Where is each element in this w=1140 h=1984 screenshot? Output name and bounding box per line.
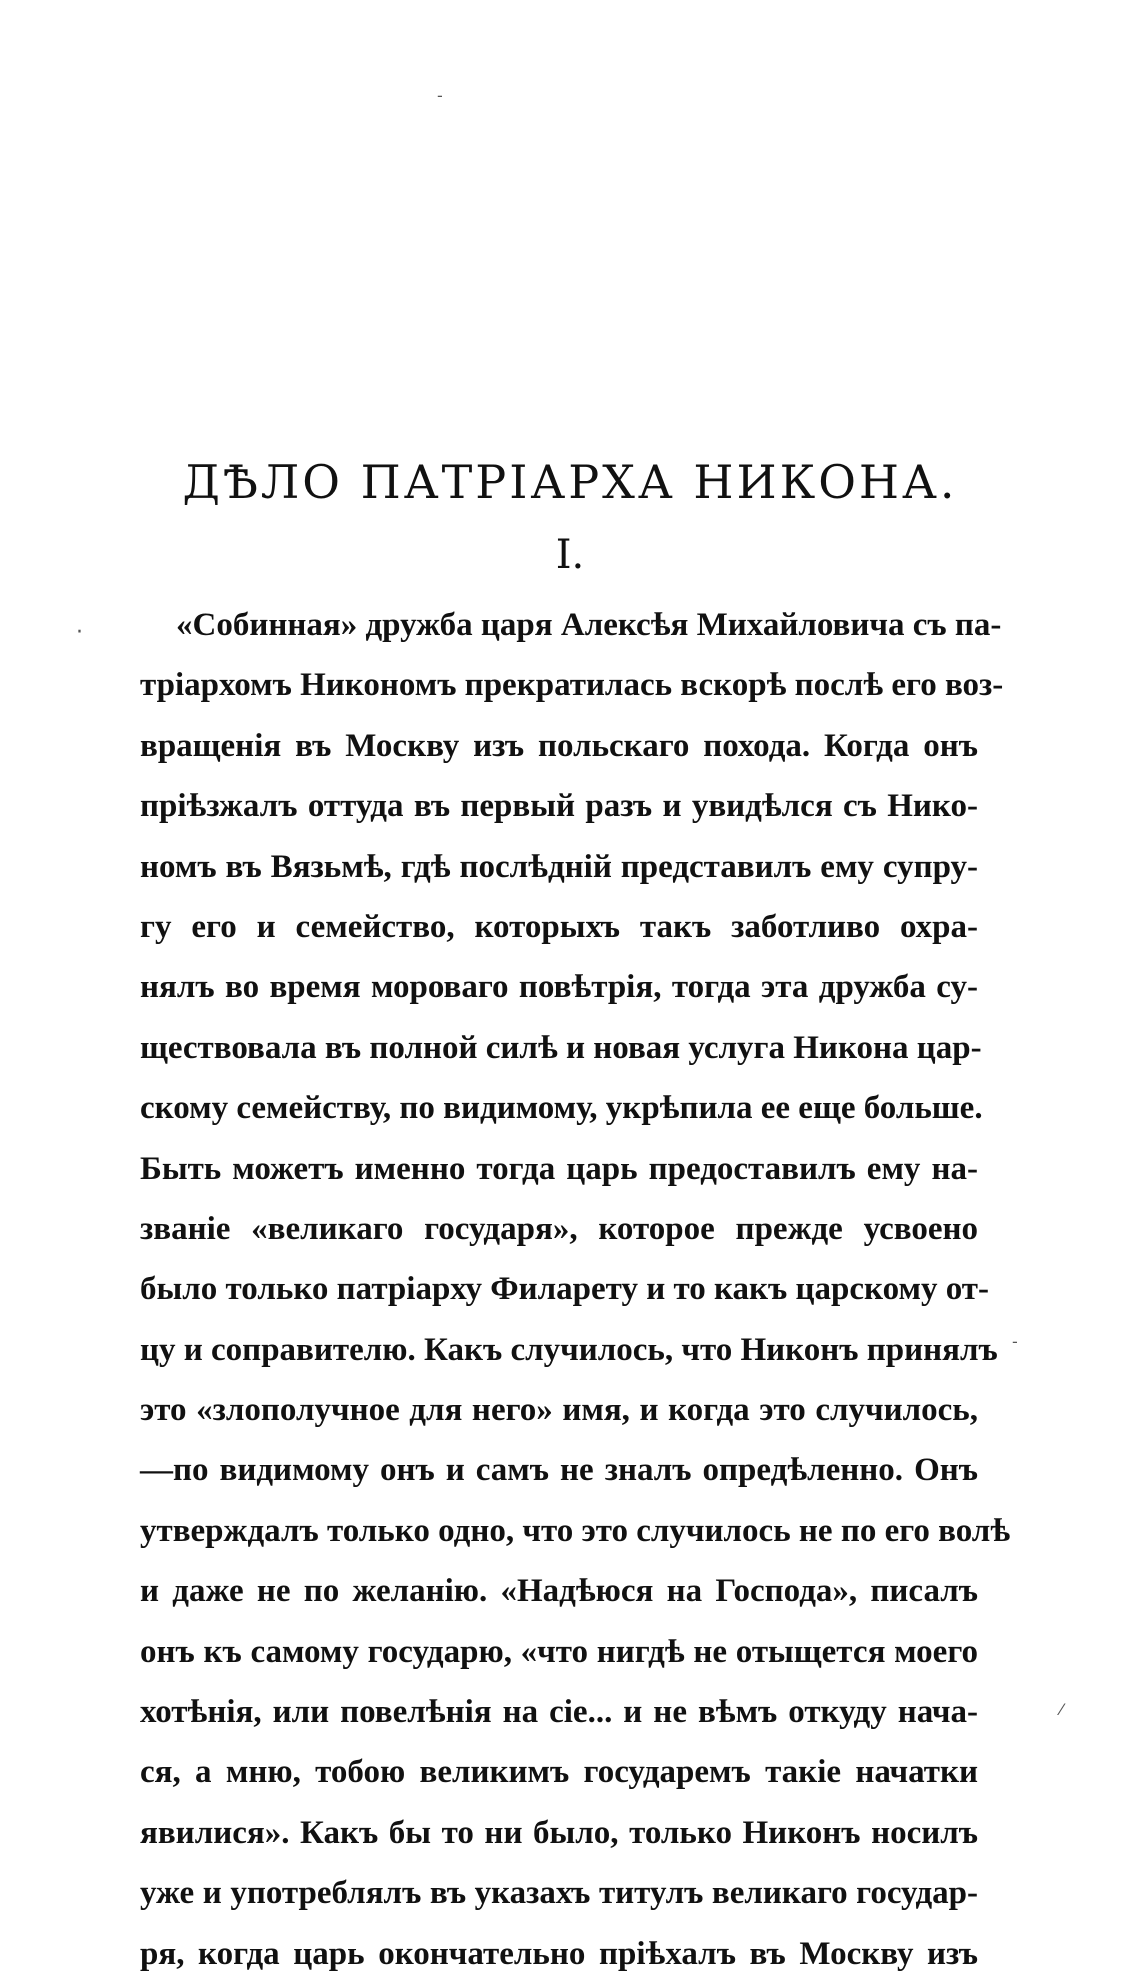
text-line: Быть можетъ именно тогда царь предоставилъ ему на- — [140, 1150, 978, 1187]
text-line: вращенія въ Москву изъ польскаго похода. Когда онъ — [140, 727, 978, 764]
text-line: тріархомъ Никономъ прекратилась вскорѣ послѣ его воз- — [140, 667, 1004, 704]
text-line: было только патріарху Филарету и то какъ царскому от- — [140, 1271, 989, 1308]
text-line: «Собинная» дружба царя Алексѣя Михайловича съ па- — [176, 607, 1002, 643]
text-line: гу его и семейство, которыхъ такъ заботливо охра- — [140, 908, 978, 945]
scan-speck: · — [76, 620, 83, 645]
scan-speck: ⁄ — [1060, 1700, 1063, 1719]
text-line: и даже не по желанію. «Надѣюся на Господа», писалъ — [140, 1573, 978, 1610]
text-line: явилися». Какъ бы то ни было, только Никонъ носилъ — [140, 1814, 978, 1851]
text-line: цу и соправителю. Какъ случилось, что Никонъ принялъ — [140, 1331, 998, 1368]
text-line: —по видимому онъ и самъ не зналъ опредѣленно. Онъ — [140, 1452, 978, 1489]
text-line: ществовала въ полной силѣ и новая услуга Никона цар- — [140, 1029, 982, 1066]
body-text — [140, 595, 1011, 1984]
chapter-number: I. — [555, 532, 585, 578]
text-line: скому семейству, по видимому, укрѣпила ее еще больше. — [140, 1090, 983, 1127]
text-line: нялъ во время мороваго повѣтрія, тогда эта дружба су- — [140, 969, 978, 1006]
page-title: ДѢЛО ПАТРІАРХА НИКОНА. — [182, 455, 958, 509]
text-line: ря, когда царь окончательно пріѣхалъ въ Москву изъ — [140, 1935, 978, 1972]
text-line: уже и употреблялъ въ указахъ титулъ великаго государ- — [140, 1875, 978, 1912]
text-line: пріѣзжалъ оттуда въ первый разъ и увидѣлся съ Нико- — [140, 788, 978, 825]
text-line: онъ къ самому государю, «что нигдѣ не отыщется моего — [140, 1633, 978, 1670]
text-line: хотѣнія, или повелѣнія на сіе... и не вѣмъ откуду нача- — [140, 1694, 978, 1731]
text-line: ся, а мню, тобою великимъ государемъ такіе начатки — [140, 1754, 978, 1791]
scan-speck: ‐ — [1012, 1332, 1018, 1351]
text-line: утверждалъ только одно, что это случилось не по его волѣ — [140, 1512, 1011, 1549]
text-line: это «злополучное для него» имя, и когда это случилось, — [140, 1392, 978, 1429]
scan-speck: ‐ — [437, 86, 443, 105]
text-line: званіе «великаго государя», которое прежде усвоено — [140, 1210, 978, 1247]
text-line: номъ въ Вязьмѣ, гдѣ послѣдній представилъ ему супру- — [140, 848, 978, 885]
